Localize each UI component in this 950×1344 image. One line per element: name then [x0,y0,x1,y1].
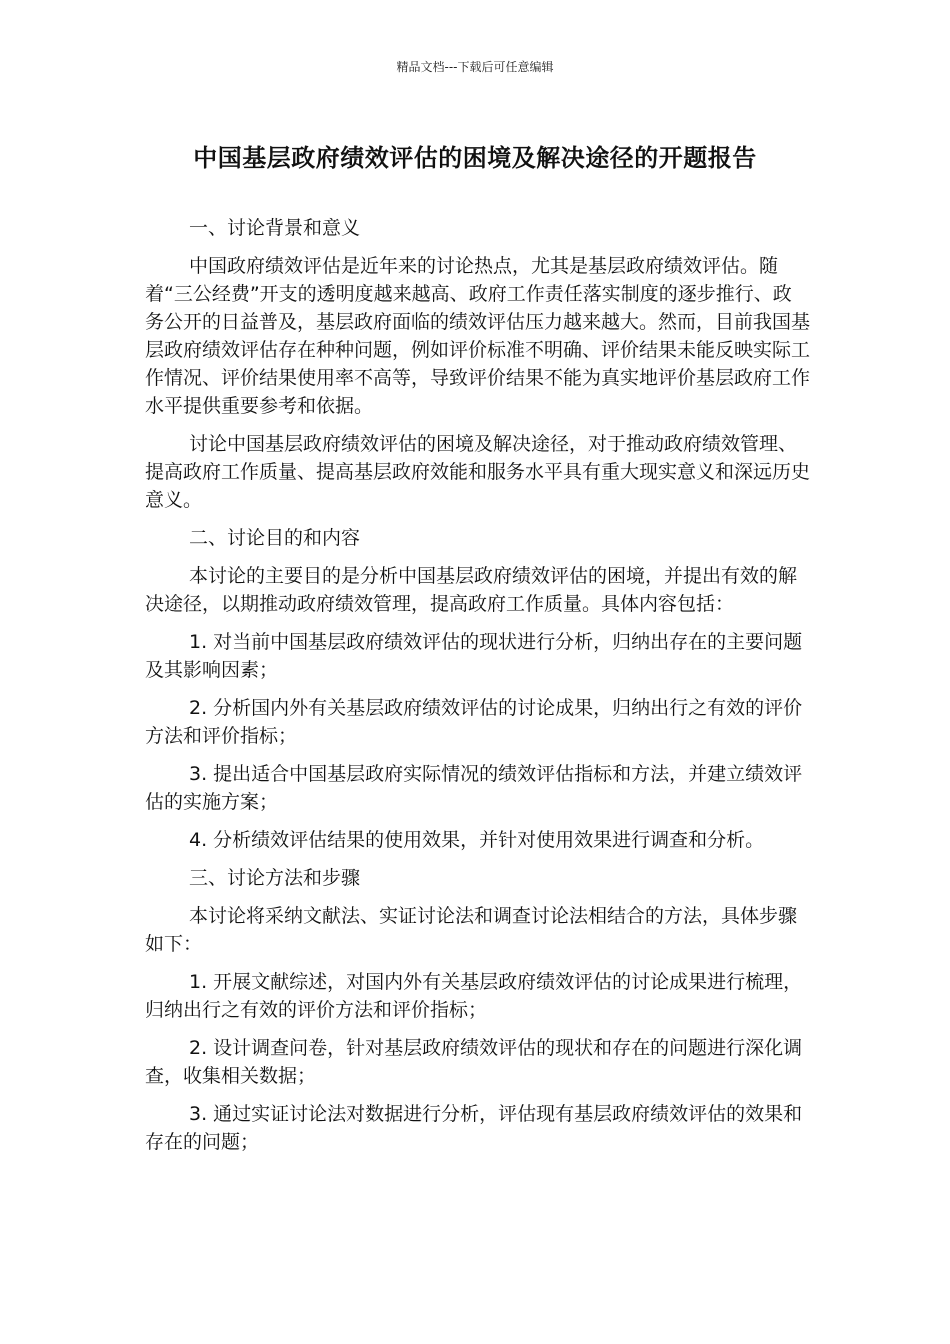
list-item-objective-3: 3. 提出适合中国基层政府实际情况的绩效评估指标和方法，并建立绩效评估的实施方案； [145,763,803,813]
page-header: 精品文档---下载后可任意编辑 [396,60,554,74]
list-item-step-2: 2. 设计调查问卷，针对基层政府绩效评估的现状和存在的问题进行深化调查，收集相关数据； [145,1037,803,1087]
section-heading-background: 一、讨论背景和意义 [189,217,361,239]
paragraph-objectives-intro: 本讨论的主要目的是分析中国基层政府绩效评估的困境，并提出有效的解决途径，以期推动政府绩效管理，提高政府工作质量。具体内容包括： [145,565,798,615]
section-heading-objectives: 二、讨论目的和内容 [189,527,361,549]
list-item-step-3: 3. 通过实证讨论法对数据进行分析，评估现有基层政府绩效评估的效果和存在的问题； [145,1103,803,1153]
paragraph-background-2: 讨论中国基层政府绩效评估的困境及解决途径，对于推动政府绩效管理、提高政府工作质量、提高基层政府效能和服务水平具有重大现实意义和深远历史意义。 [145,433,811,511]
list-item-step-1: 1. 开展文献综述，对国内外有关基层政府绩效评估的讨论成果进行梳理，归纳出行之有效的评价方法和评价指标； [145,971,803,1021]
list-item-objective-4: 4. 分析绩效评估结果的使用效果，并针对使用效果进行调查和分析。 [189,829,765,851]
list-item-objective-1: 1. 对当前中国基层政府绩效评估的现状进行分析，归纳出存在的主要问题及其影响因素； [145,631,803,681]
section-heading-methods: 三、讨论方法和步骤 [189,867,361,889]
paragraph-background-1: 中国政府绩效评估是近年来的讨论热点，尤其是基层政府绩效评估。随着“三公经费”开支的透明度越来越高、政府工作责任落实制度的逐步推行、政务公开的日益普及，基层政府面临的绩效评估压力越来越大。然而，目前我国基层政府绩效评估存在种种问题，例如评价标准不明确、评价结果未能反映实际工作情况、评价结果使用率不高等，导致评价结果不能为真实地评价基层政府工作水平提供重要参考和依据。 [145,255,811,417]
list-item-objective-2: 2. 分析国内外有关基层政府绩效评估的讨论成果，归纳出行之有效的评价方法和评价指标； [145,697,803,747]
document-body [145,214,810,1166]
paragraph-methods-intro: 本讨论将采纳文献法、实证讨论法和调查讨论法相结合的方法，具体步骤如下： [145,905,798,955]
document-title: 中国基层政府绩效评估的困境及解决途径的开题报告 [193,144,757,172]
